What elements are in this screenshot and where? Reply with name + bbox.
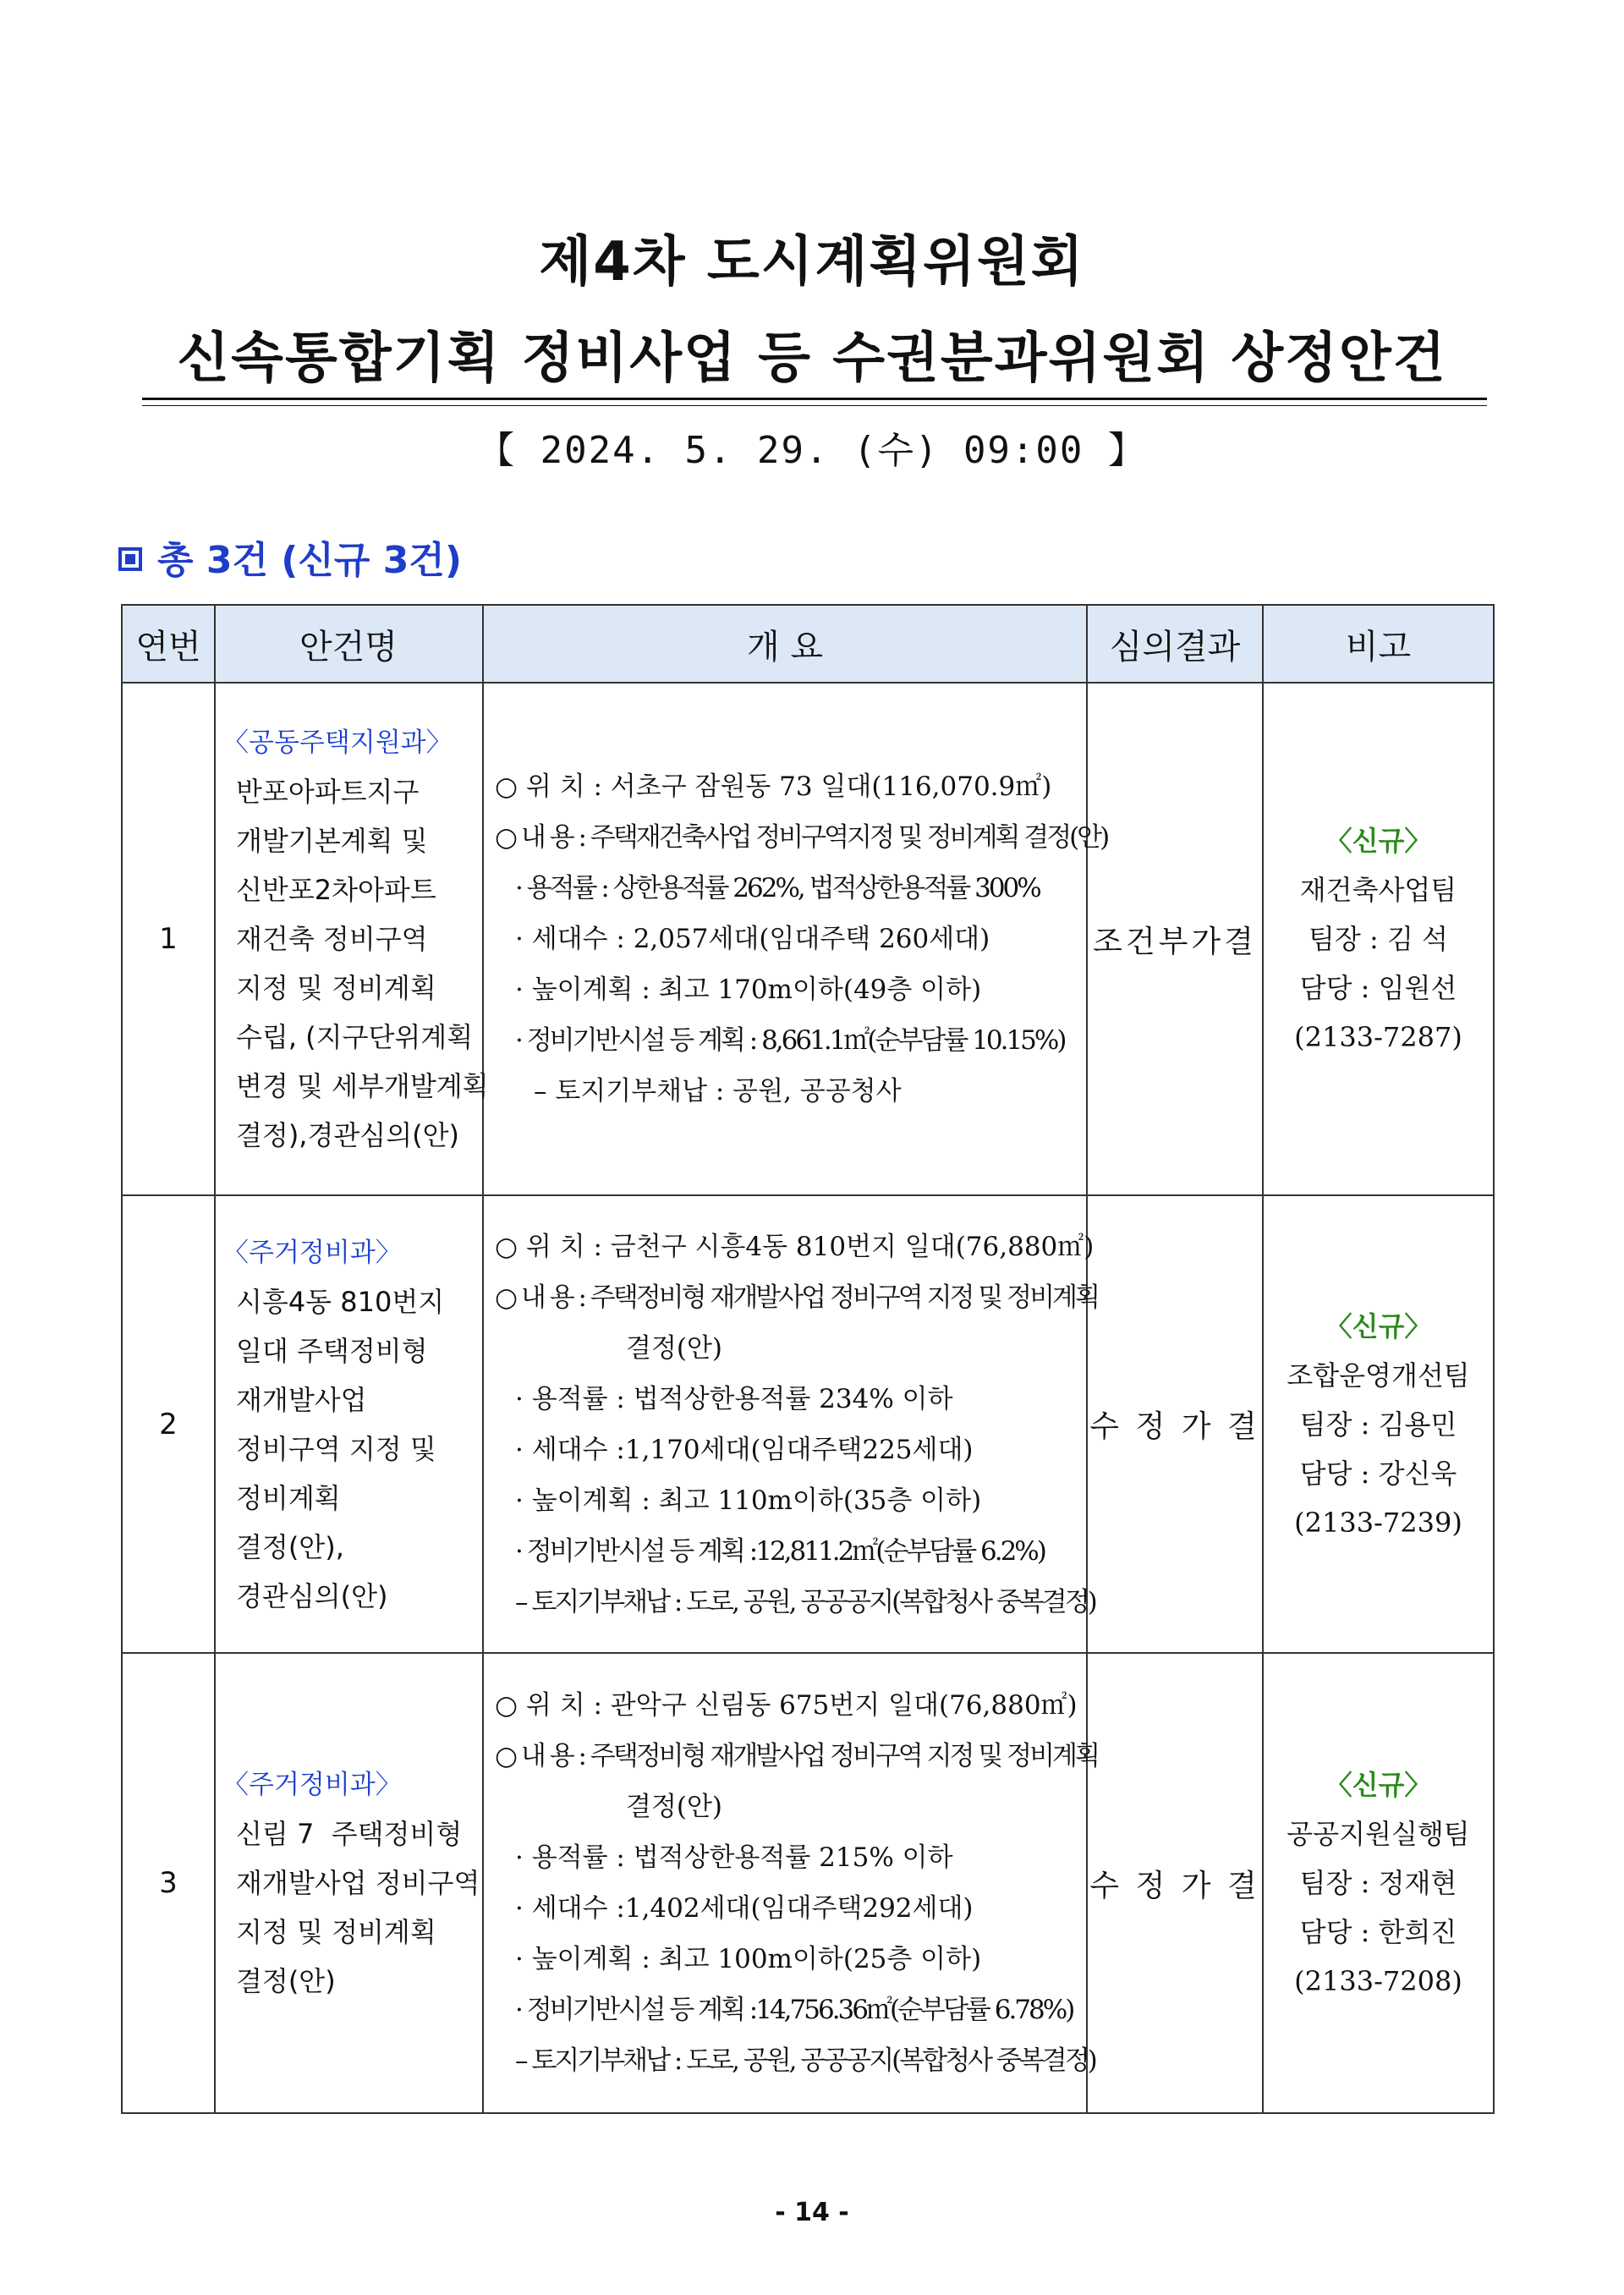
agenda-name-cell: [215, 1653, 483, 2113]
overview-line: ○ 내 용 : 주택재건축사업 정비구역지정 및 정비계획 결정(안): [495, 822, 1108, 853]
table-row: [122, 1653, 1494, 2113]
note-team: 조합운영개선팀: [1287, 1359, 1470, 1392]
header-name: 안건명: [215, 605, 483, 683]
row-number: 2: [122, 1195, 215, 1653]
overview-line: · 높이계획 : 최고 110m이하(35층 이하): [515, 1485, 982, 1516]
agenda-name-line: 재건축 정비구역: [236, 923, 428, 955]
agenda-name-line: 경관심의(안): [236, 1579, 388, 1612]
note-cell: [1263, 683, 1494, 1195]
overview-line: · 용적률 : 법적상한용적률 215% 이하: [515, 1842, 953, 1873]
new-badge: 〈신규〉: [1325, 1769, 1432, 1801]
page-number: - 14 -: [775, 2198, 849, 2227]
agenda-name-line: 결정(안),: [236, 1530, 344, 1563]
agenda-name-line: 일대 주택정비형: [236, 1334, 428, 1367]
overview-line: – 토지기부채납 : 도로, 공원, 공공공지(복합청사 중복결정): [515, 2045, 1095, 2076]
agenda-name-line: 지정 및 정비계획: [236, 1916, 436, 1948]
title-rule-thin: [142, 405, 1487, 406]
overview-line: · 용적률 : 법적상한용적률 234% 이하: [515, 1383, 953, 1414]
overview-line: · 세대수 :1,402세대(임대주택292세대): [515, 1893, 974, 1924]
note-staff: 담당 : 한희진: [1299, 1916, 1457, 1948]
summary-heading: [118, 530, 462, 584]
overview-line: · 용적률 : 상한용적률 262%, 법적상한용적률 300%: [515, 873, 1040, 903]
agenda-name-line: 지정 및 정비계획: [236, 972, 436, 1004]
overview-line: · 세대수 : 2,057세대(임대주택 260세대): [515, 924, 990, 954]
note-leader: 팀장 : 김 석: [1309, 923, 1448, 955]
agenda-name-line: 결정),경관심의(안): [236, 1119, 460, 1151]
agenda-name-line: 결정(안): [236, 1965, 336, 1997]
agenda-name-line: 재개발사업: [236, 1383, 367, 1416]
overview-line: · 세대수 :1,170세대(임대주택225세대): [515, 1434, 974, 1465]
overview-line: ○ 위 치 : 서초구 잠원동 73 일대(116,070.9㎡): [495, 771, 1052, 802]
review-result: 수 정 가 결: [1087, 1195, 1263, 1653]
header-no: 연번: [122, 605, 215, 683]
department: 〈공동주택지원과〉: [222, 727, 453, 758]
review-result: 조건부가결: [1087, 683, 1263, 1195]
overview-line: – 토지기부채납 : 도로, 공원, 공공공지(복합청사 중복결정): [515, 1586, 1095, 1617]
agenda-name-line: 시흥4동 810번지: [236, 1285, 445, 1318]
agenda-name-line: 재개발사업 정비구역: [236, 1867, 480, 1899]
note-team: 재건축사업팀: [1299, 874, 1457, 906]
note-leader: 팀장 : 정재현: [1299, 1867, 1457, 1899]
header-result: 심의결과: [1087, 605, 1263, 683]
agenda-name-line: 반포아파트지구: [236, 776, 420, 808]
note-staff: 담당 : 강신욱: [1299, 1457, 1457, 1490]
department: 〈주거정비과〉: [222, 1770, 402, 1800]
overview-cell: [483, 1653, 1098, 2113]
note-phone: (2133-7239): [1294, 1506, 1462, 1539]
overview-line: · 높이계획 : 최고 170m이하(49층 이하): [515, 975, 982, 1005]
table-row: [122, 683, 1494, 1195]
department: 〈주거정비과〉: [222, 1237, 402, 1268]
row-number: 3: [122, 1653, 215, 2113]
note-cell: [1263, 1195, 1494, 1653]
overview-line: ○ 내 용 : 주택정비형 재개발사업 정비구역 지정 및 정비계획: [495, 1282, 1098, 1313]
overview-line: – 토지기부채납 : 공원, 공공청사: [534, 1076, 902, 1106]
overview-line: 결정(안): [626, 1792, 723, 1822]
page-title-line1: 제4차 도시계획위원회: [539, 231, 1085, 294]
overview-cell: [483, 683, 1108, 1195]
agenda-name-line: 정비계획: [236, 1481, 341, 1514]
note-phone: (2133-7208): [1294, 1965, 1462, 1997]
header-note: 비고: [1263, 605, 1494, 683]
overview-line: · 정비기반시설 등 계획 :12,811.2㎡(순부담률 6.2%): [515, 1535, 1045, 1567]
overview-line: ○ 위 치 : 금천구 시흥4동 810번지 일대(76,880㎡): [495, 1231, 1095, 1262]
title-rule-thick: [142, 398, 1487, 400]
note-phone: (2133-7287): [1294, 1021, 1462, 1053]
page-title-line2: 신속통합기획 정비사업 등 수권분과위원회 상정안건: [177, 327, 1447, 390]
agenda-name-line: 수립, (지구단위계획: [236, 1021, 474, 1053]
meeting-date: 【 2024. 5. 29. (수) 09:00 】: [477, 429, 1147, 472]
row-number: 1: [122, 683, 215, 1195]
agenda-name-line: 신반포2차아파트: [236, 874, 436, 906]
overview-line: ○ 내 용 : 주택정비형 재개발사업 정비구역 지정 및 정비계획: [495, 1741, 1098, 1771]
note-cell: [1263, 1653, 1494, 2113]
agenda-table: [121, 604, 1495, 2114]
overview-line: · 정비기반시설 등 계획 :14,756.36㎡(순부담률 6.78%): [515, 1995, 1073, 2025]
agenda-name-line: 개발기본계획 및: [236, 825, 428, 857]
note-team: 공공지원실행팀: [1287, 1818, 1470, 1850]
overview-cell: [483, 1195, 1098, 1653]
overview-line: 결정(안): [626, 1332, 723, 1364]
new-badge: 〈신규〉: [1325, 825, 1432, 857]
filled-square-icon: [118, 547, 142, 571]
agenda-name-line: 변경 및 세부개발계획: [236, 1070, 489, 1102]
agenda-name-line: 신림 7 주택정비형: [236, 1818, 463, 1850]
note-staff: 담당 : 임원선: [1299, 972, 1457, 1004]
table-row: [122, 1195, 1494, 1653]
agenda-name-cell: [215, 1195, 483, 1653]
overview-line: ○ 위 치 : 관악구 신림동 675번지 일대(76,880㎡): [495, 1690, 1078, 1721]
overview-line: · 정비기반시설 등 계획 : 8,661.1㎡(순부담률 10.15%): [515, 1025, 1065, 1056]
note-leader: 팀장 : 김용민: [1299, 1408, 1457, 1441]
agenda-name-cell: [215, 683, 489, 1195]
new-badge: 〈신규〉: [1325, 1309, 1432, 1342]
review-result: 수 정 가 결: [1087, 1653, 1263, 2113]
table-header-row: [122, 605, 1494, 683]
agenda-name-line: 정비구역 지정 및: [236, 1432, 436, 1465]
overview-line: · 높이계획 : 최고 100m이하(25층 이하): [515, 1944, 982, 1974]
summary-text: 총 3건 (신규 3건): [157, 539, 462, 582]
header-overview: 개 요: [483, 605, 1087, 683]
